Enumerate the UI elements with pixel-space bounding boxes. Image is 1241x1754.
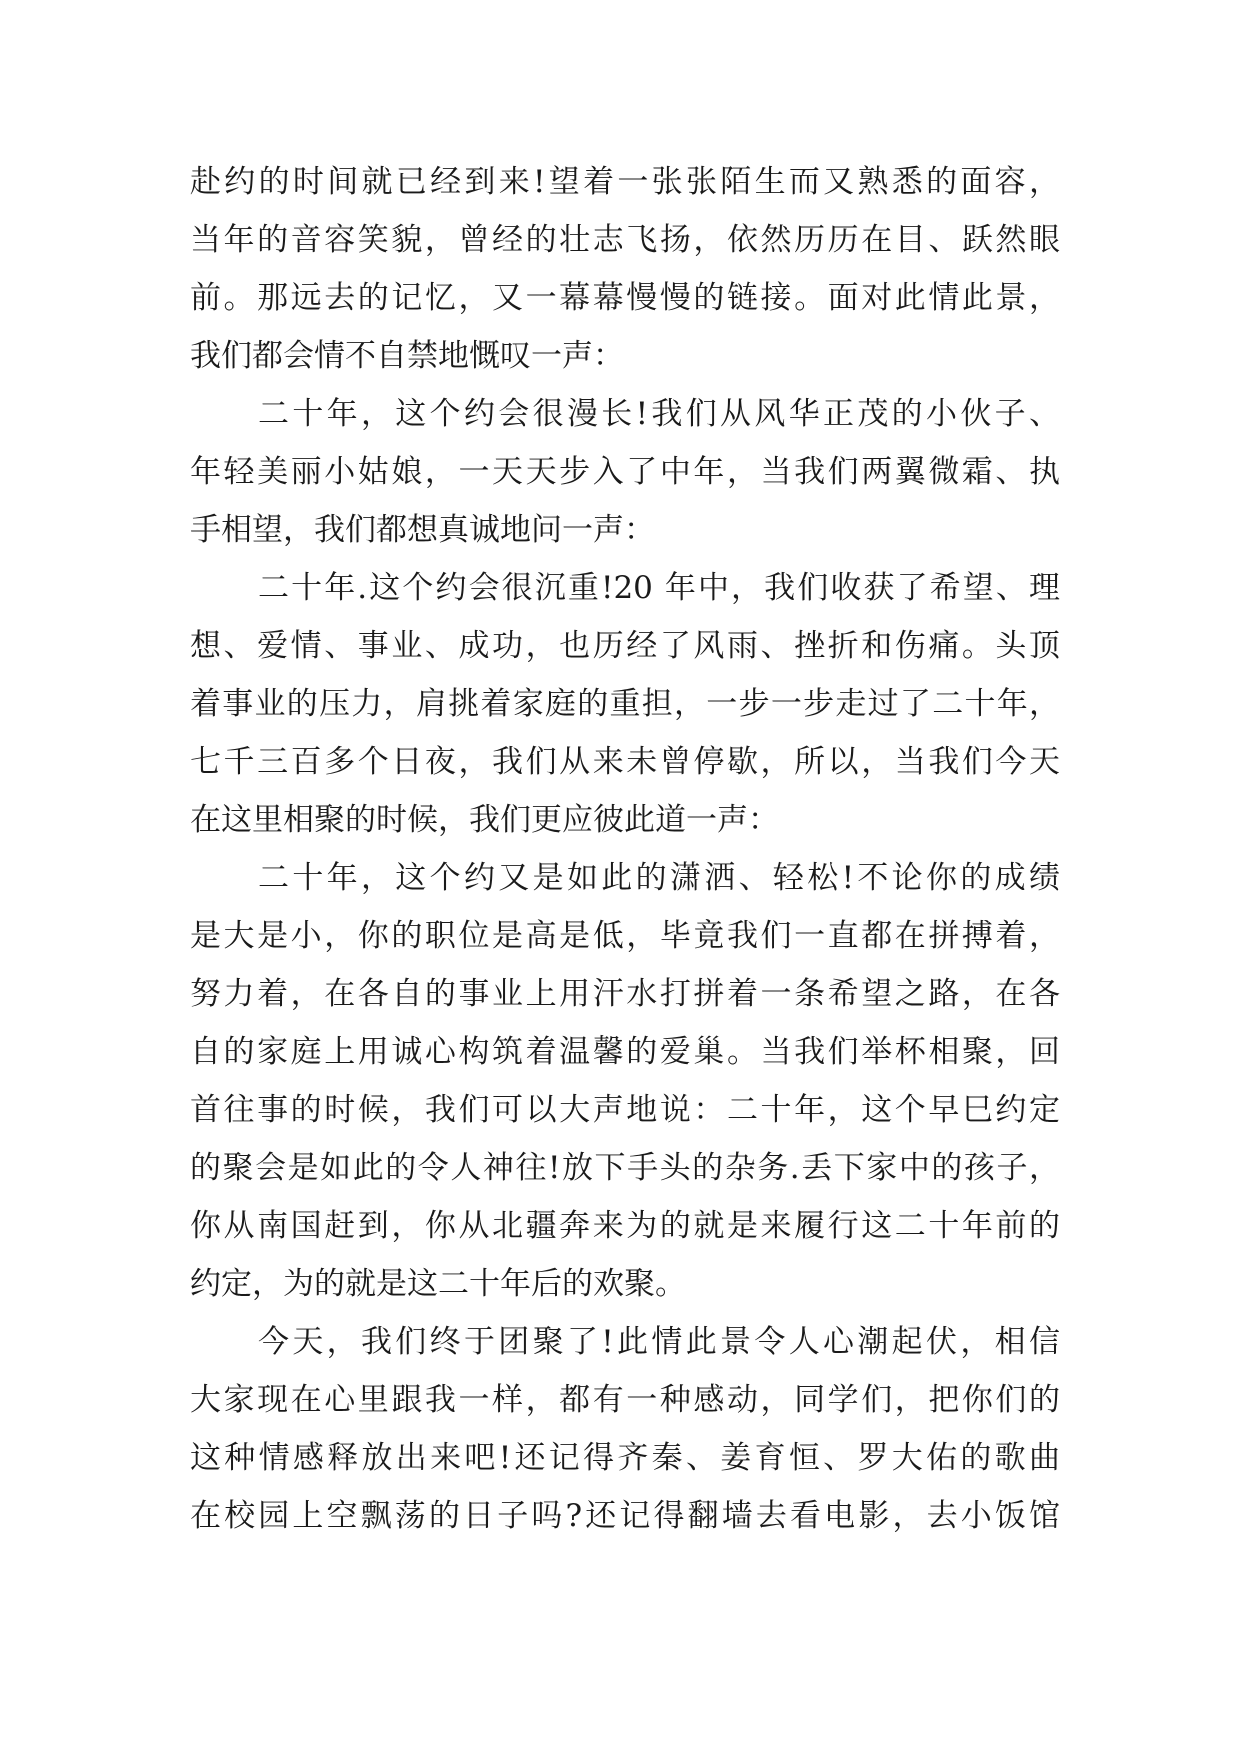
text-line: 我们都会情不自禁地慨叹一声： (190, 338, 624, 374)
paragraph-first-line: 二十年，这个约会很漫长!我们从风华正茂的小伙子、 (258, 396, 1060, 432)
text-line: 赴约的时间就已经到来!望着一张张陌生而又熟悉的面容， (190, 164, 1060, 200)
text-line: 自的家庭上用诚心构筑着温馨的爱巢。当我们举杯相聚，回 (190, 1034, 1060, 1070)
text-line: 手相望，我们都想真诚地问一声： (190, 512, 655, 548)
text-line: 想、爱情、事业、成功，也历经了风雨、挫折和伤痛。头顶 (190, 628, 1060, 664)
paragraph-first-line: 今天，我们终于团聚了!此情此景令人心潮起伏，相信 (258, 1324, 1060, 1360)
paragraph-first-line: 二十年，这个约又是如此的潇洒、轻松!不论你的成绩 (258, 860, 1060, 896)
text-line: 当年的音容笑貌，曾经的壮志飞扬，依然历历在目、跃然眼 (190, 222, 1060, 258)
text-line: 前。那远去的记忆，又一幕幕慢慢的链接。面对此情此景， (190, 280, 1060, 316)
text-line: 七千三百多个日夜，我们从来未曾停歇，所以，当我们今天 (190, 744, 1060, 780)
text-line: 是大是小，你的职位是高是低，毕竟我们一直都在拼搏着， (190, 918, 1060, 954)
text-line: 约定，为的就是这二十年后的欢聚。 (190, 1266, 686, 1302)
text-line: 在校园上空飘荡的日子吗?还记得翻墙去看电影，去小饭馆 (190, 1498, 1060, 1534)
text-line: 首往事的时候，我们可以大声地说：二十年，这个早巳约定 (190, 1092, 1060, 1128)
text-line: 的聚会是如此的令人神往!放下手头的杂务.丢下家中的孩子， (190, 1150, 1060, 1186)
paragraph-first-line: 二十年.这个约会很沉重!20 年中，我们收获了希望、理 (258, 570, 1060, 606)
text-line: 努力着，在各自的事业上用汗水打拼着一条希望之路，在各 (190, 976, 1060, 1012)
text-line: 年轻美丽小姑娘，一天天步入了中年，当我们两翼微霜、执 (190, 454, 1060, 490)
text-line: 大家现在心里跟我一样，都有一种感动，同学们，把你们的 (190, 1382, 1060, 1418)
text-line: 你从南国赶到，你从北疆奔来为的就是来履行这二十年前的 (190, 1208, 1060, 1244)
text-line: 这种情感释放出来吧!还记得齐秦、姜育恒、罗大佑的歌曲 (190, 1440, 1060, 1476)
text-line: 在这里相聚的时候，我们更应彼此道一声： (190, 802, 779, 838)
text-line: 着事业的压力，肩挑着家庭的重担，一步一步走过了二十年， (190, 686, 1060, 722)
